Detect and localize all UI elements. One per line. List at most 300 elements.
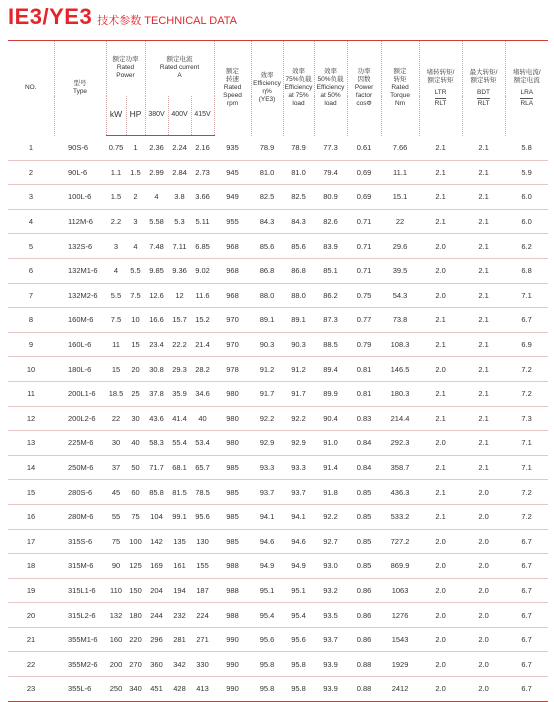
cell-i415: 271 [196,635,209,645]
table-row [8,554,548,579]
cell-i400: 135 [173,536,186,546]
cell-eff50: 91.4 [323,463,338,473]
cell-kw: 22 [111,413,121,423]
cell-no: 13 [26,438,36,448]
cell-bdt: 2.1 [478,463,489,473]
cell-eff: 95.8 [259,684,275,694]
cell-i380: 58.3 [149,438,164,448]
cell-i400: 81.5 [172,487,187,497]
cell-ltr: 2.0 [435,266,446,276]
cell-kw: 0.75 [108,143,124,153]
header-rated-current: 额定电流 Rated current A [145,41,214,96]
cell-eff: 86.8 [259,266,275,276]
cell-i415: 187 [196,585,209,595]
title-subtitle: 技术参数 TECHNICAL DATA [97,15,237,27]
cell-eff50: 91.8 [323,487,338,497]
cell-kw: 250 [109,684,123,694]
table-row [8,529,548,554]
cell-eff50: 87.3 [323,315,338,325]
cell-pf: 0.83 [356,413,372,423]
cell-no: 4 [28,217,34,227]
cell-i400: 2.24 [172,143,187,153]
cell-eff75: 86.8 [291,266,306,276]
table-row [8,185,548,210]
cell-kw: 110 [110,585,122,595]
cell-bdt: 2.1 [478,192,489,202]
cell-torque: 180.3 [390,389,410,399]
cell-i380: 12.6 [149,290,164,300]
cell-bdt: 2.0 [478,659,489,669]
cell-i380: 104 [150,512,163,522]
cell-lra: 7.1 [521,290,532,300]
cell-eff75: 95.8 [291,659,306,669]
cell-kw: 37 [111,463,121,473]
header-no: NO. [8,41,54,136]
cell-type: 160L-6 [68,340,92,350]
cell-hp: 25 [131,389,140,399]
cell-speed: 988 [226,585,239,595]
cell-lra: 7.2 [521,389,532,399]
cell-pf: 0.85 [356,512,372,522]
cell-ltr: 2.1 [435,340,446,350]
cell-hp: 2 [133,192,138,202]
cell-bdt: 2.0 [478,610,489,620]
cell-torque: 7.66 [392,143,408,153]
cell-eff50: 86.2 [323,290,338,300]
cell-lra: 7.1 [521,463,532,473]
cell-type: 250M-6 [68,463,94,473]
cell-eff: 92.9 [259,438,275,448]
cell-no: 3 [28,192,34,202]
cell-kw: 2.2 [110,217,122,227]
cell-i400: 29.3 [172,364,187,374]
cell-hp: 340 [129,684,142,694]
cell-hp: 150 [129,585,142,595]
cell-i380: 43.6 [149,413,164,423]
cell-torque: 436.3 [390,487,410,497]
cell-i400: 428 [173,684,186,694]
cell-eff50: 88.5 [323,340,338,350]
cell-type: 355L-6 [68,684,92,694]
cell-speed: 988 [226,561,239,571]
cell-eff50: 85.1 [323,266,338,276]
cell-ltr: 2.1 [435,167,446,177]
cell-bdt: 2.1 [478,143,489,153]
cell-i415: 53.4 [195,438,210,448]
cell-eff: 95.4 [259,610,275,620]
cell-kw: 11 [112,340,120,350]
cell-eff75: 84.3 [291,217,306,227]
cell-pf: 0.69 [356,167,372,177]
cell-pf: 0.81 [356,364,372,374]
cell-i400: 342 [173,659,186,669]
cell-lra: 6.7 [521,659,532,669]
table-header [8,41,548,136]
cell-pf: 0.86 [356,585,372,595]
cell-kw: 75 [111,536,121,546]
cell-type: 100L-6 [68,192,92,202]
cell-eff75: 92.9 [291,438,306,448]
cell-hp: 3 [133,217,138,227]
cell-type: 280M-6 [68,512,94,522]
cell-i380: 85.8 [149,487,164,497]
cell-lra: 6.7 [521,561,532,571]
cell-i380: 2.99 [149,167,164,177]
cell-i415: 21.4 [195,340,210,350]
cell-no: 7 [28,290,34,300]
table-row [8,234,548,259]
cell-i415: 413 [196,684,209,694]
table-body [8,136,548,702]
cell-lra: 6.7 [521,315,532,325]
cell-hp: 7.5 [130,290,141,300]
cell-eff75: 81.0 [291,167,306,177]
cell-no: 19 [26,585,36,595]
table-row [8,308,548,333]
cell-i415: 330 [196,659,209,669]
table-row [8,258,548,283]
cell-ltr: 2.1 [435,389,446,399]
cell-i400: 5.3 [174,217,185,227]
cell-torque: 1276 [391,610,409,620]
cell-i400: 7.11 [172,241,187,251]
cell-i380: 23.4 [149,340,164,350]
header-hp: HP [126,96,145,136]
cell-kw: 3 [113,241,119,251]
cell-hp: 180 [129,610,142,620]
cell-eff75: 88.0 [291,290,306,300]
cell-speed: 970 [226,340,239,350]
cell-no: 10 [26,364,36,374]
header-bdt-ratio: 最大转矩/ 额定转矩 BDT RLT [462,41,505,136]
cell-speed: 990 [226,684,239,694]
cell-torque: 15.1 [392,192,408,202]
cell-type: 315L1-6 [68,585,96,595]
cell-lra: 6.2 [521,241,532,251]
cell-lra: 7.1 [521,438,532,448]
cell-type: 132S-6 [68,241,93,251]
cell-torque: 73.8 [392,315,408,325]
cell-eff75: 95.6 [291,635,306,645]
cell-eff75: 85.6 [291,241,306,251]
cell-torque: 533.2 [390,512,410,522]
cell-no: 20 [26,610,36,620]
cell-pf: 0.85 [356,487,372,497]
cell-pf: 0.71 [356,217,372,227]
cell-ltr: 2.1 [435,512,446,522]
cell-lra: 6.7 [521,585,532,595]
cell-i400: 35.9 [172,389,187,399]
cell-ltr: 2.0 [435,610,446,620]
header-415v: 415V [191,96,214,136]
cell-no: 23 [26,684,36,694]
cell-no: 5 [28,241,34,251]
cell-torque: 292.3 [390,438,410,448]
cell-type: 315L2-6 [68,610,96,620]
cell-i400: 12 [175,290,184,300]
cell-i380: 244 [150,610,163,620]
cell-i380: 7.48 [149,241,164,251]
cell-eff50: 80.9 [323,192,338,202]
cell-i400: 161 [173,561,186,571]
cell-bdt: 2.0 [478,585,489,595]
cell-no: 14 [26,463,36,473]
header-power-factor: 功率 因数 Power factor cosΦ [347,41,381,136]
table-row [8,627,548,652]
cell-i415: 130 [196,536,209,546]
cell-i400: 232 [173,610,186,620]
page-title [8,4,237,36]
cell-eff: 93.7 [259,487,275,497]
cell-eff75: 91.7 [291,389,306,399]
cell-no: 18 [26,561,36,571]
cell-i400: 3.8 [174,192,185,202]
header-efficiency: 效率 Efficiency η% (YE3) [251,41,283,136]
cell-type: 280S-6 [68,487,93,497]
cell-bdt: 2.1 [478,241,489,251]
cell-eff50: 93.7 [323,635,338,645]
cell-speed: 985 [226,536,239,546]
cell-no: 12 [26,413,36,423]
table-row [8,332,548,357]
header-efficiency-50: 效率 50%负载 Efficiency at 50% load [314,41,347,136]
cell-pf: 0.75 [356,290,372,300]
cell-pf: 0.88 [356,659,372,669]
cell-hp: 220 [129,635,142,645]
cell-speed: 990 [226,659,239,669]
cell-pf: 0.61 [356,143,372,153]
cell-lra: 6.0 [521,192,532,202]
cell-hp: 50 [131,463,140,473]
cell-torque: 11.1 [393,167,408,177]
cell-eff50: 89.9 [323,389,338,399]
cell-hp: 4 [133,241,138,251]
cell-bdt: 2.1 [478,438,489,448]
cell-i380: 71.7 [149,463,164,473]
cell-torque: 146.5 [390,364,410,374]
cell-eff: 95.8 [259,659,275,669]
cell-eff50: 93.9 [323,659,338,669]
cell-eff75: 94.6 [291,536,306,546]
cell-eff75: 91.2 [291,364,306,374]
cell-torque: 214.4 [390,413,410,423]
cell-type: 200L1-6 [68,389,96,399]
cell-i415: 65.7 [195,463,210,473]
cell-hp: 20 [131,364,140,374]
cell-speed: 980 [226,413,239,423]
cell-lra: 5.8 [521,143,532,153]
cell-hp: 5.5 [130,266,141,276]
cell-speed: 935 [226,143,239,153]
cell-type: 355M2-6 [68,659,98,669]
cell-kw: 160 [109,635,123,645]
cell-speed: 955 [226,217,239,227]
table-row [8,160,548,185]
cell-ltr: 2.1 [435,143,446,153]
cell-bdt: 2.1 [478,266,489,276]
cell-torque: 1063 [391,585,409,595]
cell-type: 180L-6 [68,364,92,374]
cell-kw: 90 [111,561,121,571]
cell-lra: 6.7 [521,610,532,620]
cell-i400: 194 [173,585,186,595]
cell-lra: 6.7 [521,684,532,694]
cell-i380: 296 [150,635,163,645]
cell-i400: 22.2 [172,340,187,350]
cell-no: 15 [26,487,36,497]
cell-hp: 15 [131,340,140,350]
cell-eff75: 90.3 [291,340,306,350]
cell-eff: 93.3 [259,463,275,473]
cell-type: 90L-6 [68,167,88,177]
cell-eff: 90.3 [259,340,275,350]
cell-torque: 727.2 [390,536,410,546]
cell-torque: 1929 [391,659,409,669]
cell-lra: 6.0 [521,217,532,227]
cell-pf: 0.79 [356,340,372,350]
cell-eff: 94.9 [259,561,275,571]
cell-pf: 0.85 [356,536,372,546]
cell-torque: 22 [395,217,405,227]
table-row [8,455,548,480]
table-row [8,504,548,529]
cell-bdt: 2.1 [478,413,489,423]
cell-i400: 281 [173,635,186,645]
cell-eff: 82.5 [259,192,275,202]
cell-eff50: 93.5 [323,610,338,620]
cell-no: 21 [26,635,36,645]
cell-torque: 29.6 [392,241,408,251]
cell-eff75: 94.1 [291,512,306,522]
cell-kw: 1.5 [110,192,122,202]
cell-bdt: 2.0 [478,684,489,694]
cell-bdt: 2.1 [478,340,489,350]
cell-kw: 1.1 [110,167,122,177]
cell-eff75: 82.5 [291,192,306,202]
cell-eff75: 95.4 [291,610,306,620]
cell-i380: 204 [150,585,163,595]
cell-pf: 0.84 [356,438,372,448]
cell-hp: 1 [133,143,138,153]
cell-i380: 16.6 [149,315,164,325]
cell-i400: 55.4 [172,438,187,448]
cell-ltr: 2.0 [435,585,446,595]
cell-torque: 869.9 [390,561,410,571]
cell-ltr: 2.0 [435,536,446,546]
header-rated-torque: 额定 转矩 Rated Torque Nm [381,41,419,136]
cell-eff75: 95.1 [291,585,306,595]
cell-kw: 15 [111,364,121,374]
cell-pf: 0.71 [356,266,372,276]
cell-eff50: 92.2 [323,512,338,522]
cell-kw: 45 [111,487,121,497]
cell-eff75: 93.7 [291,487,306,497]
cell-torque: 358.7 [390,463,410,473]
cell-eff75: 78.9 [291,143,306,153]
cell-pf: 0.88 [356,684,372,694]
title-main: IE3/YE3 [8,4,93,29]
table-row [8,283,548,308]
cell-eff75: 95.8 [291,684,306,694]
cell-bdt: 2.1 [478,364,489,374]
cell-speed: 988 [226,610,239,620]
cell-eff: 78.9 [259,143,275,153]
cell-lra: 7.3 [521,413,532,423]
cell-i380: 360 [150,659,163,669]
cell-lra: 7.2 [521,512,532,522]
cell-no: 11 [27,389,35,399]
cell-eff: 95.1 [259,585,275,595]
cell-i415: 78.5 [195,487,210,497]
cell-bdt: 2.0 [478,536,489,546]
cell-ltr: 2.1 [435,487,446,497]
header-380v: 380V [145,96,168,136]
cell-type: 315M-6 [68,561,94,571]
cell-speed: 949 [226,192,239,202]
cell-ltr: 2.0 [435,635,446,645]
table-row [8,381,548,406]
header-rated-power: 额定功率 Rated Power [106,41,145,96]
cell-i400: 15.7 [172,315,187,325]
cell-type: 200L2-6 [68,413,96,423]
table-row [8,357,548,382]
cell-eff75: 89.1 [291,315,306,325]
table-row [8,652,548,677]
table-row [8,209,548,234]
header-efficiency-75: 效率 75%负载 Efficiency at 75% load [283,41,314,136]
cell-i380: 4 [154,192,159,202]
cell-i380: 142 [150,536,163,546]
cell-i415: 28.2 [195,364,210,374]
cell-eff75: 94.9 [291,561,306,571]
cell-i415: 2.73 [195,167,210,177]
cell-type: 112M-6 [68,217,93,227]
table-row [8,480,548,505]
cell-ltr: 2.1 [435,217,446,227]
cell-hp: 125 [129,561,142,571]
table-row [8,136,548,161]
cell-eff50: 93.2 [323,585,338,595]
header-400v: 400V [168,96,191,136]
cell-pf: 0.86 [356,610,372,620]
cell-eff: 89.1 [259,315,275,325]
cell-bdt: 2.1 [478,167,489,177]
cell-i415: 155 [196,561,209,571]
cell-hp: 10 [131,315,140,325]
cell-eff: 92.2 [259,413,275,423]
cell-eff: 81.0 [259,167,275,177]
cell-no: 2 [28,167,34,177]
cell-ltr: 2.0 [435,241,446,251]
cell-type: 315S-6 [68,536,93,546]
table-row [8,578,548,603]
cell-ltr: 2.0 [435,438,446,448]
cell-i415: 34.6 [195,389,210,399]
cell-bdt: 2.0 [478,561,489,571]
cell-i415: 224 [196,610,209,620]
cell-bdt: 2.0 [478,635,489,645]
cell-lra: 6.7 [521,536,532,546]
cell-lra: 6.8 [521,266,532,276]
cell-ltr: 2.0 [435,290,446,300]
cell-eff50: 93.0 [323,561,338,571]
cell-i400: 2.84 [172,167,187,177]
cell-ltr: 2.1 [435,413,446,423]
cell-eff: 84.3 [259,217,275,227]
cell-no: 8 [28,315,34,325]
cell-eff: 94.1 [259,512,275,522]
cell-lra: 6.9 [521,340,532,350]
